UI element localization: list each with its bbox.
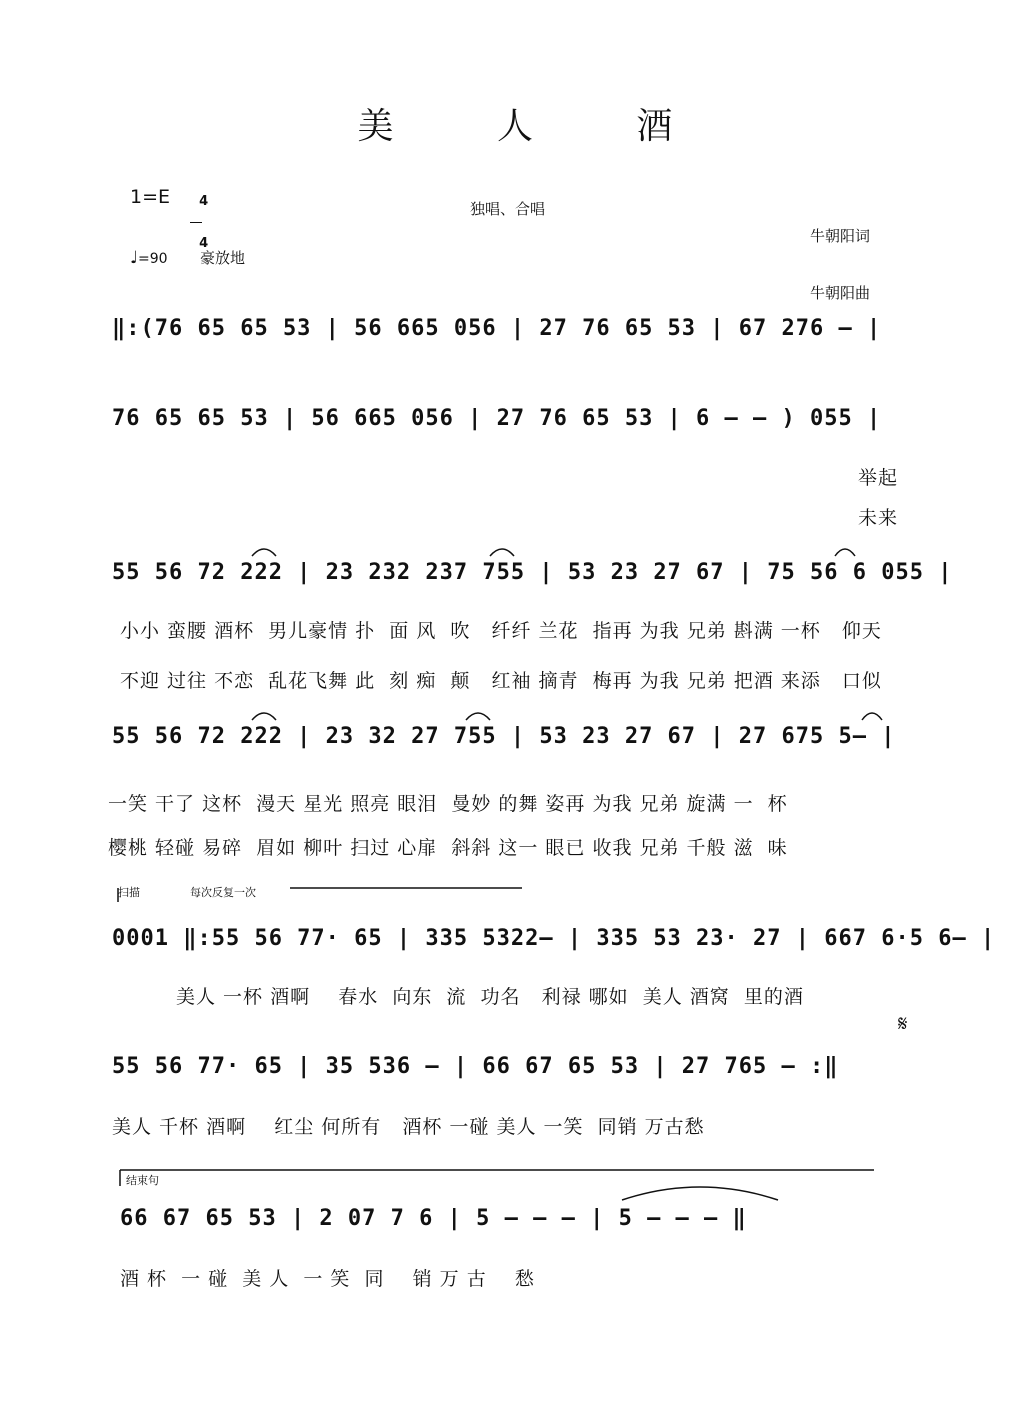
slur-row-3-a — [252, 549, 276, 556]
marker-repeat-note: 每次反复一次 — [190, 886, 256, 899]
lyric-row-7: 酒 杯 一 碰 美 人 一 笑 同 销 万 古 愁 — [120, 1268, 535, 1290]
time-signature-top: 4 — [199, 194, 209, 209]
music-row-6: 55 56 77· 65 | 35 536 – | 66 67 65 53 | 27 765 – :‖ — [112, 1054, 839, 1079]
lyric-row-2-verse-2: 未来 — [858, 507, 899, 529]
lyricist: 牛朝阳词 — [810, 227, 871, 245]
music-row-3: 55 56 72 222 | 23 232 237 755 | 53 23 27 67 | 75 56 6 055 | — [112, 560, 953, 585]
time-signature-bottom: 4 — [199, 236, 209, 251]
lyric-row-6: 美人 千杯 酒啊 红尘 何所有 酒杯 一碰 美人 一笑 同销 万古愁 — [112, 1116, 705, 1138]
tempo-value: =90 — [138, 251, 168, 267]
ending-marker: 结束句 — [126, 1174, 159, 1187]
music-row-1: ‖:(76 65 65 53 | 56 665 056 | 27 76 65 53 | 67 276 – | — [112, 316, 882, 341]
slur-row-4-a — [252, 713, 276, 720]
slur-row-7-tie — [622, 1187, 778, 1200]
lyric-row-2-verse-1: 举起 — [858, 467, 899, 489]
music-row-5: 0001 ‖:55 56 77· 65 | 335 5322– | 335 53 23· 27 | 667 6·5 6– | — [112, 926, 996, 951]
key-signature: 1=E — [130, 186, 171, 208]
marker-scan: 扫描 — [118, 886, 140, 899]
music-row-4: 55 56 72 222 | 23 32 27 755 | 53 23 27 67 | 27 675 5– | — [112, 724, 896, 749]
slur-row-4-b — [466, 713, 490, 720]
quarter-note-icon: ♩ — [130, 248, 139, 268]
music-row-7: 66 67 65 53 | 2 07 7 6 | 5 – – – | 5 – – – ‖ — [120, 1206, 747, 1231]
music-row-2: 76 65 65 53 | 56 665 056 | 27 76 65 53 | 6 – – ) 055 | — [112, 406, 882, 431]
composer: 牛朝阳曲 — [810, 284, 871, 302]
lyric-row-4-verse-2: 樱桃 轻碰 易碎 眉如 柳叶 扫过 心扉 斜斜 这一 眼已 收我 兄弟 千般 滋 味 — [108, 837, 788, 859]
song-title: 美 人 酒 — [357, 106, 719, 147]
lyric-row-4-verse-1: 一笑 干了 这杯 漫天 星光 照亮 眼泪 曼妙 的舞 姿再 为我 兄弟 旋满 一 杯 — [108, 793, 788, 815]
lyric-row-5: 美人 一杯 酒啊 春水 向东 流 功名 利禄 哪如 美人 酒窝 里的酒 — [176, 986, 804, 1008]
slur-row-3-b — [490, 549, 514, 556]
lyric-row-3-verse-2: 不迎 过往 不恋 乱花飞舞 此 刻 痴 颠 红袖 摘青 梅再 为我 兄弟 把酒 来添 口似 — [120, 670, 882, 692]
expression-marking: 豪放地 — [200, 249, 246, 267]
segno-sign: 𝄋 — [898, 1012, 908, 1037]
genre-label: 独唱、合唱 — [470, 200, 546, 218]
slur-row-3-c — [835, 549, 855, 556]
slur-row-4-c — [862, 713, 882, 720]
lyric-row-3-verse-1: 小小 蛮腰 酒杯 男儿豪情 扑 面 风 吹 纤纤 兰花 指再 为我 兄弟 斟满 一杯 仰天 — [120, 620, 882, 642]
